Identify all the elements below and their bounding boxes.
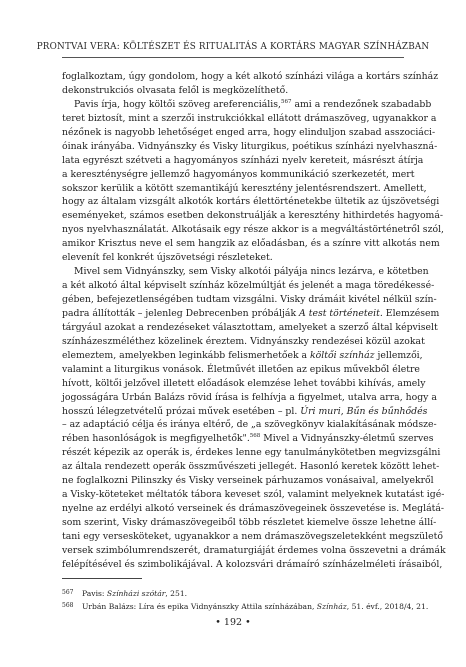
text-line bbox=[62, 488, 445, 502]
footnotes bbox=[62, 578, 429, 613]
text-line bbox=[62, 154, 424, 168]
text-line bbox=[62, 516, 437, 530]
text-line bbox=[62, 307, 440, 321]
text-run: versek szimbólumrendszerét, dramaturgiáját érdemes volna összevetni a drámák bbox=[62, 544, 446, 556]
text-run: felépítésével és szimbolikájával. A kolozsvári drámaíró színházelméleti írásaiból, bbox=[62, 558, 443, 570]
header-rule bbox=[62, 57, 404, 58]
text-run: jogosságára Urbán Balázs rövid írása is felhívja a figyelmet, utalva arra, hogy a bbox=[62, 391, 437, 403]
text-run: Urbán Balázs: Líra és epika Vidnyánszky Attila színházában, bbox=[82, 602, 317, 611]
italic-text: Színházi szótár bbox=[106, 589, 166, 598]
text-line bbox=[62, 335, 425, 349]
text-line bbox=[62, 251, 403, 265]
running-header: PRONTVAI VERA: KÖLTÉSZET ÉS RITUALITÁS A KORTÁRS MAGYAR SZÍNHÁZBAN bbox=[36, 42, 430, 52]
text-run: valamint a liturgikus vonások. Életművét illetően az epikus művekből életre bbox=[62, 363, 420, 375]
text-line bbox=[62, 363, 420, 377]
text-run: a Visky-köteteket méltatók tábora keveset szól, valamint melyeknek kutatást igé- bbox=[62, 489, 445, 501]
text-line bbox=[62, 265, 429, 279]
text-run: tárgyául azokat a rendezéseket választottam, amelyeket a szerző által képviselt bbox=[62, 321, 438, 333]
text-run: Mivel a Vidnyánszky-életmű szerves bbox=[260, 433, 434, 445]
text-run: hívott, költői jelzővel illetett előadások elemzése lehet további kihívás, amely bbox=[62, 377, 426, 389]
text-line bbox=[62, 112, 437, 126]
text-run: som szerint, Visky drámaszövegeiből több részletet kiemelve össze lehetne állí- bbox=[62, 517, 437, 528]
text-run: nyelne az erdélyi alkotó verseinek és drámaszövegeinek összevetése is. Meglátá- bbox=[62, 503, 445, 515]
text-line bbox=[62, 446, 441, 460]
text-line bbox=[62, 182, 427, 196]
text-run: nézőnek is nagyobb lehetőséget enged arra, hogy elinduljon szabad asszociáci- bbox=[62, 126, 436, 138]
italic-text: költői színház bbox=[310, 349, 375, 361]
text-line bbox=[62, 432, 434, 446]
text-line bbox=[62, 168, 415, 182]
text-run: dekonstrukciós olvasata felől is megközelíthető. bbox=[62, 84, 289, 96]
text-line bbox=[62, 223, 445, 237]
text-line bbox=[62, 237, 440, 251]
text-line bbox=[62, 460, 440, 474]
text-run: hosszú lélegzetvételű prózai művek esetében – pl. bbox=[62, 405, 301, 417]
text-run: . Elemzésem bbox=[379, 307, 440, 319]
text-run: teret biztosít, mint a szerzői instrukciókkal ellátott drámaszöveg, ugyanakkor a bbox=[62, 112, 437, 124]
text-line bbox=[62, 502, 445, 516]
text-line bbox=[62, 209, 444, 223]
text-line bbox=[62, 98, 432, 112]
text-run: elemeztem, amelyekben leginkább felismerhetőek a bbox=[62, 349, 311, 361]
text-run: a két alkotó által képviselt színház közelmúltját és jelenét a maga töredékessé- bbox=[62, 280, 435, 292]
text-run: színházeszméléthez közelinek éreztem. Vidnyánszky rendezései közül azokat bbox=[62, 335, 425, 347]
text-line bbox=[62, 70, 439, 84]
text-run: ne foglalkozni Pilinszky és Visky verseinek párhuzamos vonásaival, amelyekről bbox=[62, 475, 434, 487]
text-run: foglalkoztam, úgy gondolom, hogy a két alkotó színházi világa a kortárs színház bbox=[62, 71, 439, 82]
text-run: amikor Krisztus neve el sem hangzik az előadásban, és a színre vitt alkotás nem bbox=[62, 238, 440, 250]
footnote bbox=[62, 600, 429, 613]
footnote-ref: 567 bbox=[280, 98, 292, 105]
footnote-number: 567 bbox=[62, 589, 74, 596]
text-line bbox=[62, 405, 428, 419]
text-line bbox=[62, 418, 437, 432]
text-run: lata egyrészt szétveti a hagyományos színházi nyelv kereteit, másrészt átírja bbox=[62, 154, 424, 166]
text-run: gében, befejezetlenségében tudtam vizsgálni. Visky drámáit kivétel nélkül szín- bbox=[62, 294, 437, 305]
text-line bbox=[62, 140, 438, 154]
text-line bbox=[62, 321, 438, 335]
text-line bbox=[62, 195, 440, 209]
text-run: elevenít fel konkrét újszövetségi részleteket. bbox=[62, 252, 273, 264]
italic-text: Úri muri bbox=[300, 405, 341, 417]
text-run: az általa rendezett operák összművészeti jellegét. Hasonló keretek között lehet- bbox=[62, 461, 440, 473]
text-run: tani egy versesköteket, ugyanakkor a nem drámaszövegszeletekként megszülető bbox=[62, 530, 443, 542]
italic-text: A test történeteit bbox=[299, 307, 380, 319]
text-line bbox=[62, 293, 437, 307]
footnote-list bbox=[62, 587, 429, 613]
text-line bbox=[62, 377, 426, 391]
text-run: sokszor kerülik a kötött szemantikájú keresztény jelentésrendszert. Amellett, bbox=[62, 182, 427, 194]
text-run: nyos nyelvhasználatát. Alkotásaik egy része akkor is a megváltástörténetről szól, bbox=[62, 224, 445, 236]
text-line bbox=[62, 279, 435, 293]
text-run: , bbox=[340, 405, 347, 417]
italic-text: Színház bbox=[316, 602, 347, 611]
text-line bbox=[62, 126, 436, 140]
italic-text: Bűn és bűnhődés bbox=[346, 405, 428, 417]
text-run: a kereszténységre jellemző hagyományos kommunikáció szerkezetét, mert bbox=[62, 168, 415, 180]
body-text bbox=[62, 70, 446, 572]
text-line bbox=[62, 84, 403, 98]
text-run: hogy az általam vizsgált alkotók kortárs élettörténetekbe ültetik az újszövetségi bbox=[62, 196, 440, 208]
text-run: ami a rendezőnek szabadabb bbox=[291, 98, 432, 110]
footnote-number: 568 bbox=[62, 602, 74, 609]
text-run: jellemzői, bbox=[374, 349, 423, 361]
text-run: Pavis: bbox=[82, 589, 107, 598]
page-number: • 192 • bbox=[215, 617, 251, 628]
text-line bbox=[62, 558, 443, 572]
footnote-rule bbox=[62, 578, 142, 579]
text-run: Pavis írja, hogy költői szöveg areferenciális, bbox=[74, 98, 281, 110]
text-line bbox=[62, 544, 446, 558]
text-line bbox=[62, 530, 443, 544]
text-run: , 251. bbox=[165, 589, 188, 598]
text-run: Mivel sem Vidnyánszky, sem Visky alkotói pályája nincs lezárva, e kötetben bbox=[74, 266, 429, 278]
text-line bbox=[62, 474, 434, 488]
text-run: óinak irányába. Vidnyánszky és Visky liturgikus, poétikus színházi nyelvhaszná- bbox=[62, 140, 438, 152]
footnote-ref: 568 bbox=[249, 433, 261, 440]
text-run: padra állították – jelenleg Debrecenben próbálják bbox=[62, 307, 300, 319]
text-run: eseményeket, számos esetben dekonstruálják a keresztény hithirdetés hagyomá- bbox=[62, 210, 444, 222]
text-run: részét képezik az operák is, érdekes lenne egy tanulmánykötetben megvizsgálni bbox=[62, 447, 441, 459]
text-run: rében hasonlóságok is megfigyelhetők". bbox=[62, 433, 250, 445]
text-run: – az adaptáció célja és iránya eltérő, de „a szövegkönyv kialakításának módsze- bbox=[62, 419, 437, 431]
text-run: , 51. évf., 2018/4, 21. bbox=[346, 602, 429, 611]
text-line bbox=[62, 391, 437, 405]
footnote bbox=[62, 587, 403, 600]
text-line bbox=[62, 349, 423, 363]
